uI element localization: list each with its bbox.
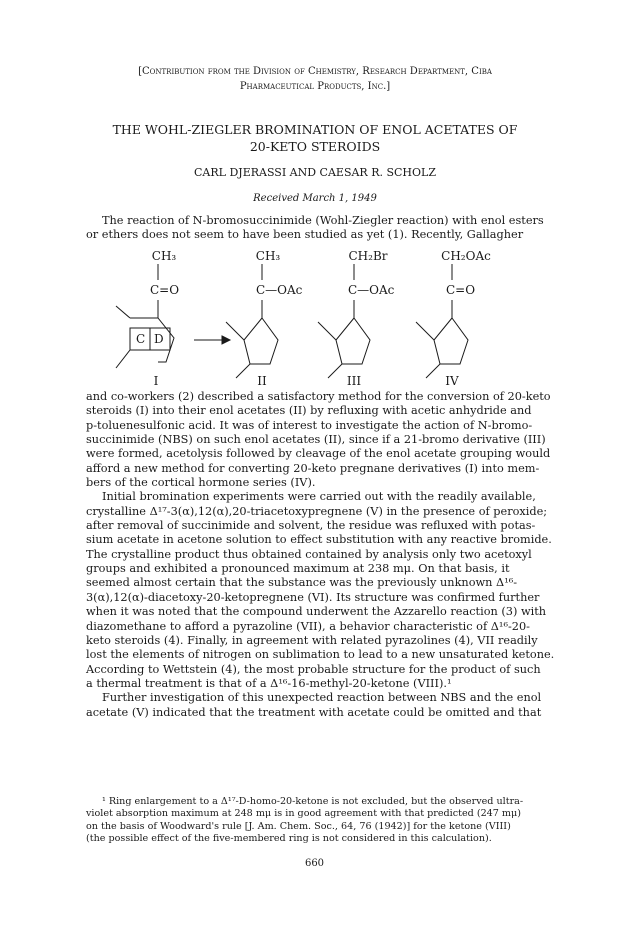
- reaction-arrow: [194, 336, 230, 344]
- text-line: or ethers does not seem to have been studied as yet (1). Recently, Gallagher: [86, 228, 524, 242]
- compound-label-II: II: [257, 374, 267, 388]
- group-I: C=O: [150, 283, 180, 297]
- reaction-scheme: [86, 244, 544, 389]
- body-text: [86, 390, 555, 720]
- structure-III-rings: [318, 318, 370, 378]
- group-II: C—OAc: [256, 283, 303, 297]
- title-line-1: THE WOHL-ZIEGLER BROMINATION OF ENOL ACETATES OF: [112, 122, 518, 137]
- contribution-header: [60, 64, 570, 94]
- compound-label-III: III: [346, 374, 362, 388]
- text-line: Initial bromination experiments were carried out with the readily available,: [102, 490, 536, 504]
- text-line: p-toluenesulfonic acid. It was of interest to investigate the action of N-bromo-: [86, 418, 533, 432]
- bond-lines: [158, 264, 452, 318]
- group-IV: C=O: [446, 283, 476, 297]
- received-date: Received March 1, 1949: [253, 193, 377, 204]
- text-line: The crystalline product thus obtained contained by analysis only two acetoxyl: [86, 547, 532, 561]
- ring-label-D: D: [154, 332, 164, 346]
- text-line: seemed almost certain that the substance was the previously unknown Δ¹⁶-: [86, 576, 518, 590]
- text-line: 3(α),12(α)-diacetoxy-20-ketopregnene (VI). Its structure was confirmed further: [86, 590, 540, 604]
- page-number: 660: [304, 858, 325, 869]
- text-line: a thermal treatment is that of a Δ¹⁶-16-methyl-20-ketone (VIII).¹: [86, 676, 452, 690]
- text-line: succinimide (NBS) on such enol acetates (II), since if a 21-bromo derivative (III): [86, 433, 546, 447]
- compound-label-IV: IV: [445, 374, 459, 388]
- text-line: after removal of succinimide and solvent, the residue was refluxed with potas-: [86, 519, 536, 533]
- footnote-line: (the possible effect of the five-membered ring is not considered in this calculation).: [86, 832, 492, 844]
- footnote-line: on the basis of Woodward's rule [J. Am. Chem. Soc., 64, 76 (1942)] for the ketone (VIII): [86, 820, 511, 832]
- structure-IV-rings: [416, 318, 468, 378]
- text-line: The reaction of N-bromosuccinimide (Wohl-Ziegler reaction) with enol esters: [102, 214, 544, 227]
- text-line: keto steroids (4). Finally, in agreement with related pyrazolines (4), VII readily: [86, 633, 538, 647]
- title-line-2: 20-KETO STEROIDS: [249, 139, 381, 154]
- footnote: [86, 796, 544, 845]
- contribution-line-1: [Contribution from the Division of Chemistry, Research Department, Ciba: [138, 66, 492, 77]
- substituent-IV: CH₂OAc: [441, 249, 491, 263]
- footnote-line: ¹ Ring enlargement to a Δ¹⁷-D-homo-20-ketone is not excluded, but the observed ultra-: [102, 796, 524, 807]
- authors: CARL DJERASSI AND CAESAR R. SCHOLZ: [194, 166, 436, 179]
- text-line: crystalline Δ¹⁷-3(α),12(α),20-triacetoxypregnene (V) in the presence of peroxide;: [86, 504, 548, 518]
- text-line: afford a new method for converting 20-keto pregnane derivatives (I) into mem-: [86, 461, 540, 475]
- group-III: C—OAc: [348, 283, 395, 297]
- text-line: lost the elements of nitrogen on sublimation to lead to a new unsaturated ketone.: [86, 648, 555, 662]
- article-title: [60, 121, 570, 155]
- intro-paragraph: [86, 214, 544, 243]
- ring-label-C: C: [136, 332, 146, 346]
- text-line: acetate (V) indicated that the treatment with acetate could be omitted and that: [86, 705, 542, 719]
- text-line: sium acetate in acetone solution to effect substitution with any reactive bromide.: [86, 533, 552, 547]
- text-line: According to Wettstein (4), the most probable structure for the product of such: [86, 662, 541, 676]
- substituent-II: CH₃: [255, 249, 281, 263]
- footnote-line: violet absorption maximum at 248 mμ is in good agreement with that predicted (247 mμ): [86, 808, 522, 820]
- text-line: groups and exhibited a pronounced maximum at 238 mμ. On that basis, it: [86, 562, 510, 576]
- contribution-line-2: Pharmaceutical Products, Inc.]: [239, 81, 391, 92]
- text-line: diazomethane to afford a pyrazoline (VII), a behavior characteristic of Δ¹⁶-20-: [86, 619, 530, 633]
- substituent-I: CH₃: [151, 249, 177, 263]
- text-line: steroids (I) into their enol acetates (II) by refluxing with acetic anhydride and: [86, 404, 532, 418]
- text-line: Further investigation of this unexpected reaction between NBS and the enol: [102, 691, 542, 705]
- structure-II-rings: [226, 318, 278, 378]
- compound-label-I: I: [153, 374, 159, 388]
- text-line: when it was noted that the compound underwent the Azzarello reaction (3) with: [86, 605, 547, 619]
- text-line: were formed, acetolysis followed by cleavage of the enol acetate grouping would: [86, 447, 551, 461]
- text-line: and co-workers (2) described a satisfactory method for the conversion of 20-keto: [86, 390, 551, 403]
- text-line: bers of the cortical hormone series (IV).: [86, 476, 316, 490]
- substituent-III: CH₂Br: [348, 249, 388, 263]
